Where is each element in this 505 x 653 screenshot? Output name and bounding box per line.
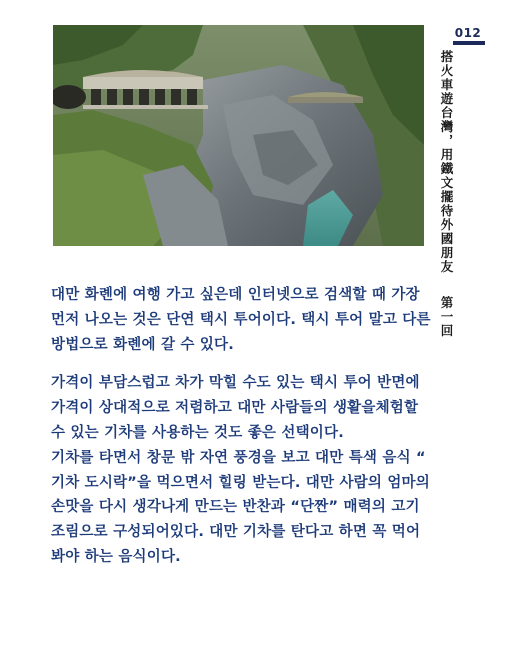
series-title [437, 50, 455, 338]
taroko-gorge-photo [53, 25, 424, 246]
article-body [51, 283, 431, 570]
gorge-illustration [53, 25, 424, 246]
series-chapter: 第一回 [439, 296, 454, 338]
article-paragraph-3: 기차를 타면서 창문 밖 자연 풍경을 보고 대만 특색 음식 “ 기차 도시락”을 먹으면서 힐링 받는다. 대만 사람의 엄마의 손맛을 다시 생각나게 만드는 반찬과 “단짠” 매력의 고기조림으로 구성되어있다. 대만 기차를 탄다고 하면 꼭 먹어 봐야 하는 음식이다. [51, 449, 430, 565]
article-paragraph-2: 가격이 부담스럽고 차가 막힐 수도 있는 택시 투어 반면에 가격이 상대적으로 저렴하고 대만 사람들의 생활을체험할 수 있는 기차를 사용하는 것도 좋은 선택이다. [51, 375, 420, 441]
series-title-text: 搭火車遊台灣，用鐵文擺待外國朋友 [439, 50, 454, 274]
article-paragraph-1: 대만 화롄에 여행 가고 싶은데 인터넷으로 검색할 때 가장 먼저 나오는 것은 단연 택시 투어이다. 택시 투어 말고 다른 방법으로 화롄에 갈 수 있다. [51, 287, 431, 353]
page-number-bar [453, 41, 485, 45]
page-number: 012 [454, 26, 482, 40]
